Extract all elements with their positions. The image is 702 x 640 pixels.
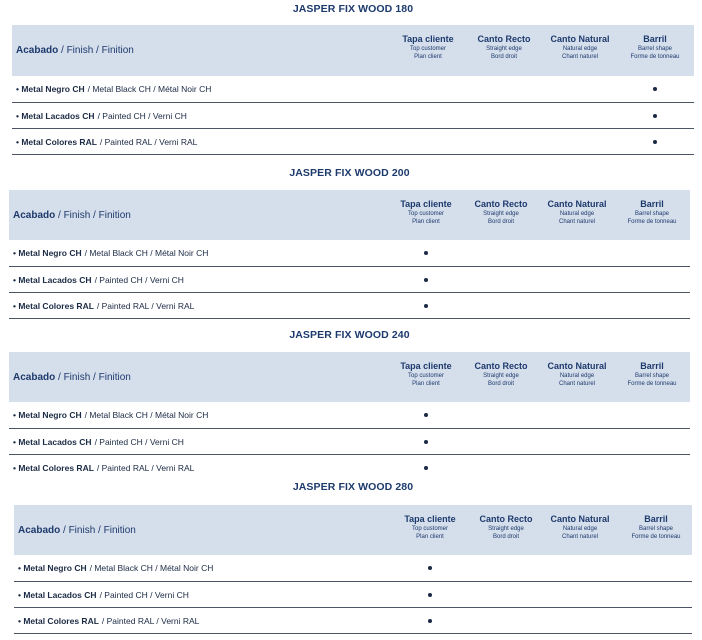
col-top-customer: Tapa cliente Top customer Plan client [402, 34, 454, 60]
col-top-customer: Tapa cliente Top customer Plan client [400, 361, 452, 387]
table-row: • Metal Negro CH / Metal Black CH / Métal Noir CH [12, 76, 694, 103]
finish-fr: Finition [101, 45, 134, 56]
col-straight-edge: Canto Recto Straight edge Bord droit [479, 514, 533, 540]
table-row: • Metal Lacados CH / Painted CH / Verni CH [9, 267, 690, 293]
finish-label: Acabado / Finish / Finition [18, 524, 136, 536]
col-barrel: Barril Barrel shape Forme de tonneau [627, 361, 677, 387]
availability-dot [653, 140, 657, 144]
finish-header [9, 190, 690, 240]
col-natural-edge: Canto Natural Natural edge Chant naturel [547, 199, 607, 225]
table-row: • Metal Lacados CH / Painted CH / Verni CH [9, 429, 690, 455]
availability-dot [653, 87, 657, 91]
finish-label: Acabado / Finish / Finition [16, 45, 134, 56]
finish-label: Acabado / Finish / Finition [13, 209, 131, 221]
availability-dot [428, 619, 432, 623]
availability-dot [424, 413, 428, 417]
col-barrel: Barril Barrel shape Forme de tonneau [627, 199, 677, 225]
section-wood-280 [14, 478, 692, 638]
table-row: • Metal Lacados CH / Painted CH / Verni CH [12, 103, 694, 129]
finish-es: Acabado [16, 45, 59, 56]
table-row: • Metal Negro CH / Metal Black CH / Métal Noir CH [9, 402, 690, 429]
finish-en: Finish [66, 45, 94, 56]
col-top-customer: Tapa cliente Top customer Plan client [404, 514, 456, 540]
col-natural-edge: Canto Natural Natural edge Chant naturel [550, 34, 610, 60]
col-straight-edge: Canto Recto Straight edge Bord droit [474, 361, 528, 387]
finish-header [14, 505, 692, 555]
col-straight-edge: Canto Recto Straight edge Bord droit [474, 199, 528, 225]
table-row: • Metal Negro CH / Metal Black CH / Métal Noir CH [14, 555, 692, 582]
col-top-customer: Tapa cliente Top customer Plan client [400, 199, 452, 225]
section-title: JASPER FIX WOOD 240 [289, 329, 410, 341]
availability-dot [424, 304, 428, 308]
col-natural-edge: Canto Natural Natural edge Chant naturel [547, 361, 607, 387]
availability-dot [424, 251, 428, 255]
section-wood-200 [9, 164, 690, 324]
finish-header [9, 352, 690, 402]
section-title: JASPER FIX WOOD 180 [292, 3, 414, 15]
table-row: • Metal Lacados CH / Painted CH / Verni CH [14, 582, 692, 608]
section-title: JASPER FIX WOOD 280 [292, 481, 414, 493]
availability-dot [428, 566, 432, 570]
table-row: • Metal Negro CH / Metal Black CH / Métal Noir CH [9, 240, 690, 267]
section-wood-180 [12, 0, 694, 160]
table-row: • Metal Colores RAL / Painted RAL / Verni RAL [12, 129, 694, 155]
col-straight-edge: Canto Recto Straight edge Bord droit [477, 34, 531, 60]
table-row: • Metal Colores RAL / Painted RAL / Verni RAL [9, 455, 690, 480]
col-natural-edge: Canto Natural Natural edge Chant naturel [550, 514, 610, 540]
availability-dot [424, 278, 428, 282]
section-wood-240 [9, 326, 690, 481]
finish-header [12, 25, 694, 76]
table-row: • Metal Colores RAL / Painted RAL / Verni RAL [9, 293, 690, 319]
availability-dot [424, 440, 428, 444]
table-row: • Metal Colores RAL / Painted RAL / Verni RAL [14, 608, 692, 634]
availability-dot [424, 466, 428, 470]
col-barrel: Barril Barrel shape Forme de tonneau [630, 34, 680, 60]
availability-dot [653, 114, 657, 118]
availability-dot [428, 593, 432, 597]
section-title: JASPER FIX WOOD 200 [289, 167, 410, 179]
finish-label: Acabado / Finish / Finition [13, 371, 131, 383]
col-barrel: Barril Barrel shape Forme de tonneau [631, 514, 681, 540]
